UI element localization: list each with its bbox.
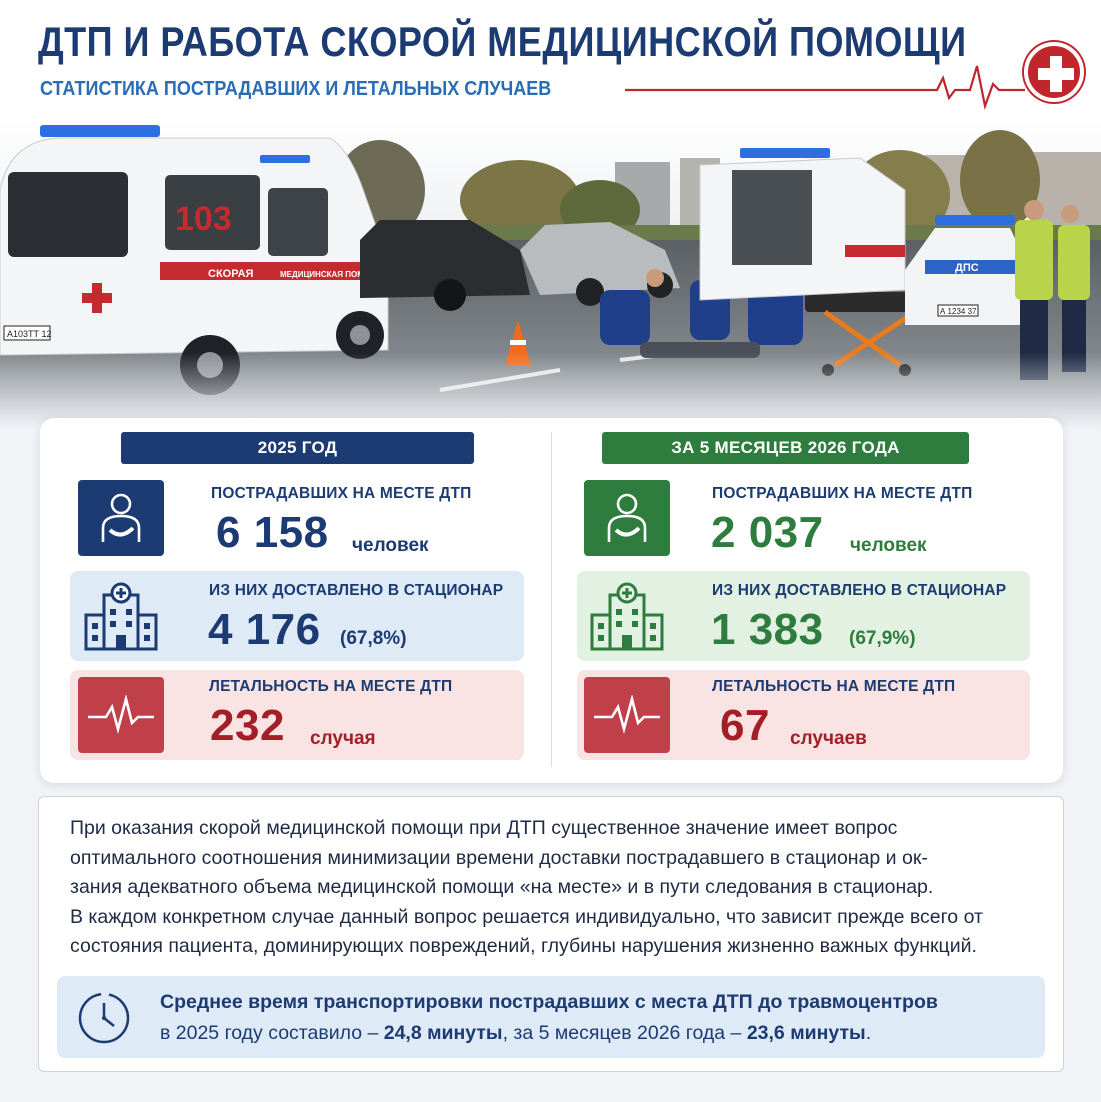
hospital-label-2026: ИЗ НИХ ДОСТАВЛЕНО В СТАЦИОНАР	[712, 582, 1007, 599]
transport-time-values	[160, 1022, 871, 1045]
accident-scene-photo	[0, 120, 1101, 430]
hospital-icon	[78, 578, 164, 654]
page-subtitle: СТАТИСТИКА ПОСТРАДАВШИХ И ЛЕТАЛЬНЫХ СЛУЧАЕВ	[40, 78, 552, 100]
lethal-label-2025: ЛЕТАЛЬНОСТЬ НА МЕСТЕ ДТП	[209, 678, 453, 695]
info-value-2026: 23,6 минуты	[746, 1022, 866, 1044]
description-paragraph	[70, 814, 1060, 962]
header	[0, 0, 1101, 120]
lethal-unit-2025: случая	[310, 728, 376, 749]
page-title: ДТП И РАБОТА СКОРОЙ МЕДИЦИНСКОЙ ПОМОЩИ	[38, 18, 967, 65]
hospital-value-2026: 1 383	[711, 605, 824, 654]
paragraph-line: оптимального соотношения минимизации времени доставки пострадавшего в стационар и ок-	[70, 846, 928, 869]
paragraph-line: В каждом конкретном случае данный вопрос решается индивидуально, что зависит прежде всего от	[70, 905, 983, 928]
injured-unit-2026: человек	[850, 535, 927, 556]
transport-time-title: Среднее время транспортировки пострадавших с места ДТП до травмоцентров	[160, 991, 938, 1013]
injured-label-2026: ПОСТРАДАВШИХ НА МЕСТЕ ДТП	[712, 485, 973, 502]
injured-value-2026: 2 037	[711, 508, 824, 557]
info-middle: , за 5 месяцев 2026 года –	[502, 1022, 747, 1044]
column-divider	[551, 432, 552, 767]
paragraph-line: зания адекватного объема медицинской помощи «на месте» и в пути следования в стационар.	[70, 876, 934, 899]
injured-value-2025: 6 158	[216, 508, 329, 557]
hospital-pct-2025: (67,8%)	[340, 628, 407, 649]
hospital-label-2025: ИЗ НИХ ДОСТАВЛЕНО В СТАЦИОНАР	[209, 582, 504, 599]
paragraph-line: При оказания скорой медицинской помощи при ДТП существенное значение имеет вопрос	[70, 817, 898, 839]
ecg-line-icon	[625, 60, 1025, 110]
injured-person-icon	[584, 480, 670, 556]
paragraph-line: состояния пациента, доминирующих повреждений, глубины нарушения жизненно важных функций.	[70, 935, 977, 958]
hospital-value-2025: 4 176	[208, 605, 321, 654]
lethal-value-2026: 67	[720, 701, 770, 750]
info-value-2025: 24,8 минуты	[383, 1022, 503, 1044]
lethal-value-2025: 232	[210, 701, 285, 750]
injured-label-2025: ПОСТРАДАВШИХ НА МЕСТЕ ДТП	[211, 485, 472, 502]
injured-person-icon	[78, 480, 164, 556]
hospital-pct-2026: (67,9%)	[849, 628, 916, 649]
transport-time-box	[57, 976, 1045, 1058]
info-suffix: .	[865, 1022, 872, 1044]
injured-unit-2025: человек	[352, 535, 429, 556]
info-prefix: в 2025 году составило –	[160, 1022, 384, 1044]
heartbeat-icon	[78, 677, 164, 753]
header-2025: 2025 ГОД	[121, 432, 474, 464]
heartbeat-icon	[584, 677, 670, 753]
medical-cross-icon	[1024, 42, 1084, 102]
header-2026: ЗА 5 МЕСЯЦЕВ 2026 ГОДА	[602, 432, 969, 464]
lethal-label-2026: ЛЕТАЛЬНОСТЬ НА МЕСТЕ ДТП	[712, 678, 956, 695]
lethal-unit-2026: случаев	[790, 728, 867, 749]
clock-icon	[76, 990, 132, 1046]
hospital-icon	[584, 578, 670, 654]
